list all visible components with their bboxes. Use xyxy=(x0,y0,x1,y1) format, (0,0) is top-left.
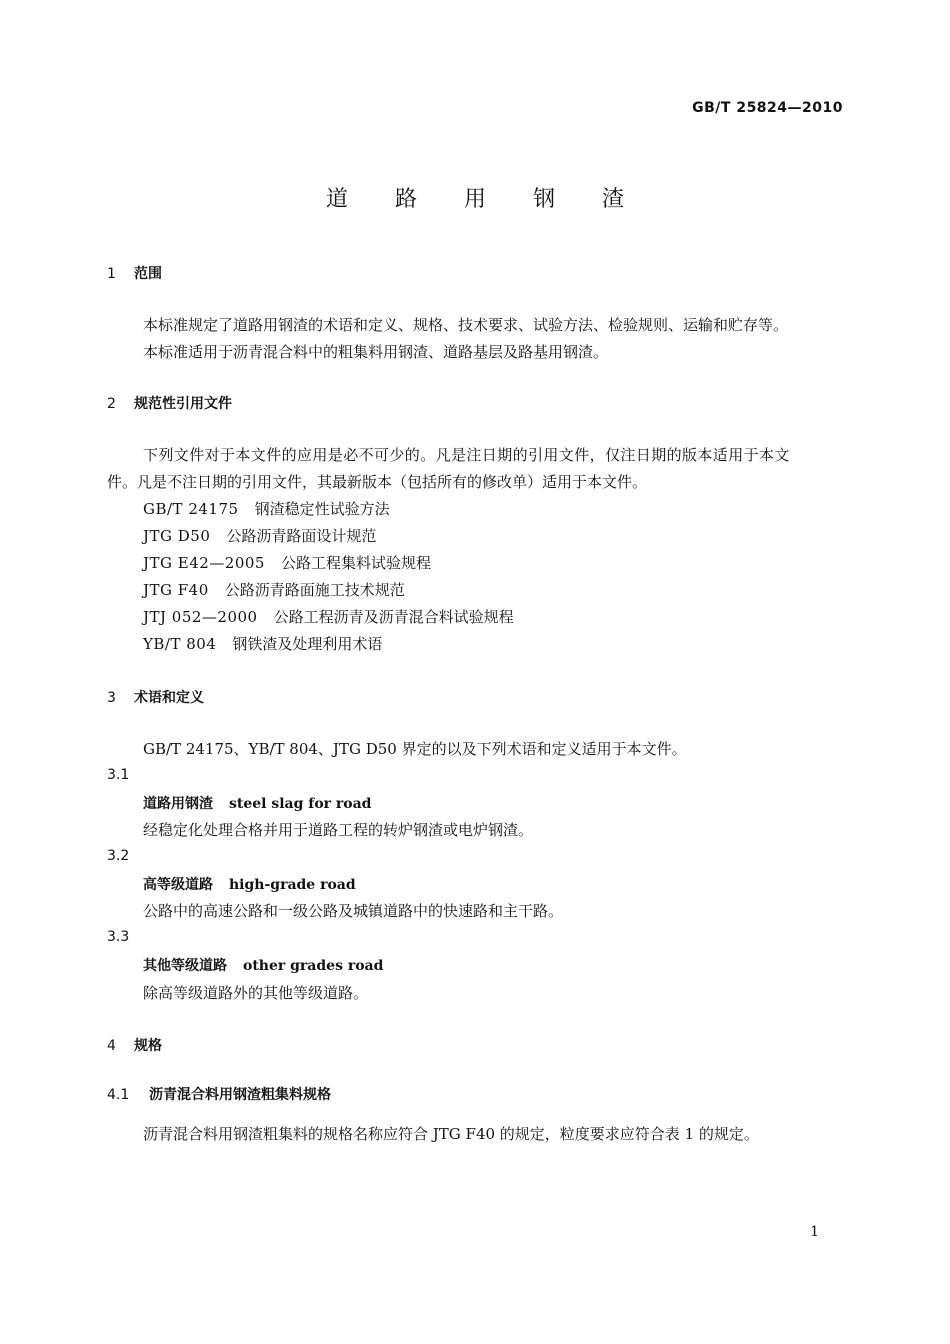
term-definition: 除高等级道路外的其他等级道路。 xyxy=(143,984,369,1002)
reference-item xyxy=(143,498,390,519)
section-number: 2 xyxy=(107,396,116,412)
paragraph: 件。凡是不注日期的引用文件，其最新版本（包括所有的修改单）适用于本文件。 xyxy=(107,473,648,491)
section-3-heading xyxy=(107,687,204,707)
document-title: 道 路 用 钢 渣 xyxy=(326,187,644,212)
paragraph: 沥青混合料用钢渣粗集料的规格名称应符合 JTG F40 的规定，粒度要求应符合表 1 的规定。 xyxy=(143,1125,759,1143)
term-en: other grades road xyxy=(243,958,384,974)
paragraph: 下列文件对于本文件的应用是必不可少的。凡是注日期的引用文件，仅注日期的版本适用于本文 xyxy=(143,446,790,464)
section-1-heading xyxy=(107,263,162,283)
term-number: 3.2 xyxy=(107,848,130,864)
reference-item xyxy=(143,552,431,573)
subsection-4-1-heading xyxy=(107,1084,331,1104)
section-number: 4 xyxy=(107,1038,116,1054)
reference-code: JTJ 052—2000 xyxy=(143,608,258,626)
term-definition: 经稳定化处理合格并用于道路工程的转炉钢渣或电炉钢渣。 xyxy=(143,821,534,839)
reference-title: 公路工程沥青及沥青混合料试验规程 xyxy=(273,608,514,626)
reference-item xyxy=(143,525,376,546)
subsection-number: 4.1 xyxy=(107,1087,130,1103)
term-heading xyxy=(143,955,383,975)
term-heading xyxy=(143,793,371,813)
term-en: high-grade road xyxy=(229,877,356,893)
term-number: 3.1 xyxy=(107,767,130,783)
term-en: steel slag for road xyxy=(229,796,372,812)
reference-code: YB/T 804 xyxy=(143,635,217,653)
term-zh: 道路用钢渣 xyxy=(143,796,213,812)
section-number: 1 xyxy=(107,266,116,282)
term-heading xyxy=(143,874,356,894)
reference-item xyxy=(143,579,405,600)
section-number: 3 xyxy=(107,690,116,706)
section-title: 规格 xyxy=(134,1038,162,1054)
reference-title: 公路沥青路面施工技术规范 xyxy=(224,581,405,599)
subsection-title: 沥青混合料用钢渣粗集料规格 xyxy=(149,1087,331,1103)
reference-code: JTG F40 xyxy=(143,581,209,599)
reference-code: JTG E42—2005 xyxy=(143,554,265,572)
term-number: 3.3 xyxy=(107,929,130,945)
paragraph: 本标准适用于沥青混合料中的粗集料用钢渣、道路基层及路基用钢渣。 xyxy=(143,343,609,361)
term-zh: 高等级道路 xyxy=(143,877,213,893)
paragraph: 本标准规定了道路用钢渣的术语和定义、规格、技术要求、试验方法、检验规则、运输和贮存等。 xyxy=(143,316,789,334)
section-2-heading xyxy=(107,393,232,413)
reference-code: GB/T 24175 xyxy=(143,500,239,518)
term-definition: 公路中的高速公路和一级公路及城镇道路中的快速路和主干路。 xyxy=(143,902,564,920)
page-number: 1 xyxy=(810,1224,819,1240)
reference-code: JTG D50 xyxy=(143,527,211,545)
reference-title: 钢渣稳定性试验方法 xyxy=(254,500,390,518)
standard-code: GB/T 25824—2010 xyxy=(692,100,843,116)
reference-title: 公路沥青路面设计规范 xyxy=(226,527,377,545)
reference-item xyxy=(143,633,382,654)
paragraph: GB/T 24175、YB/T 804、JTG D50 界定的以及下列术语和定义适用于本文件。 xyxy=(143,740,687,758)
reference-title: 钢铁渣及处理利用术语 xyxy=(232,635,383,653)
section-title: 术语和定义 xyxy=(134,690,204,706)
term-zh: 其他等级道路 xyxy=(143,958,227,974)
section-title: 规范性引用文件 xyxy=(134,396,232,412)
section-4-heading xyxy=(107,1035,162,1055)
reference-title: 公路工程集料试验规程 xyxy=(280,554,431,572)
section-title: 范围 xyxy=(134,266,162,282)
reference-item xyxy=(143,606,514,627)
